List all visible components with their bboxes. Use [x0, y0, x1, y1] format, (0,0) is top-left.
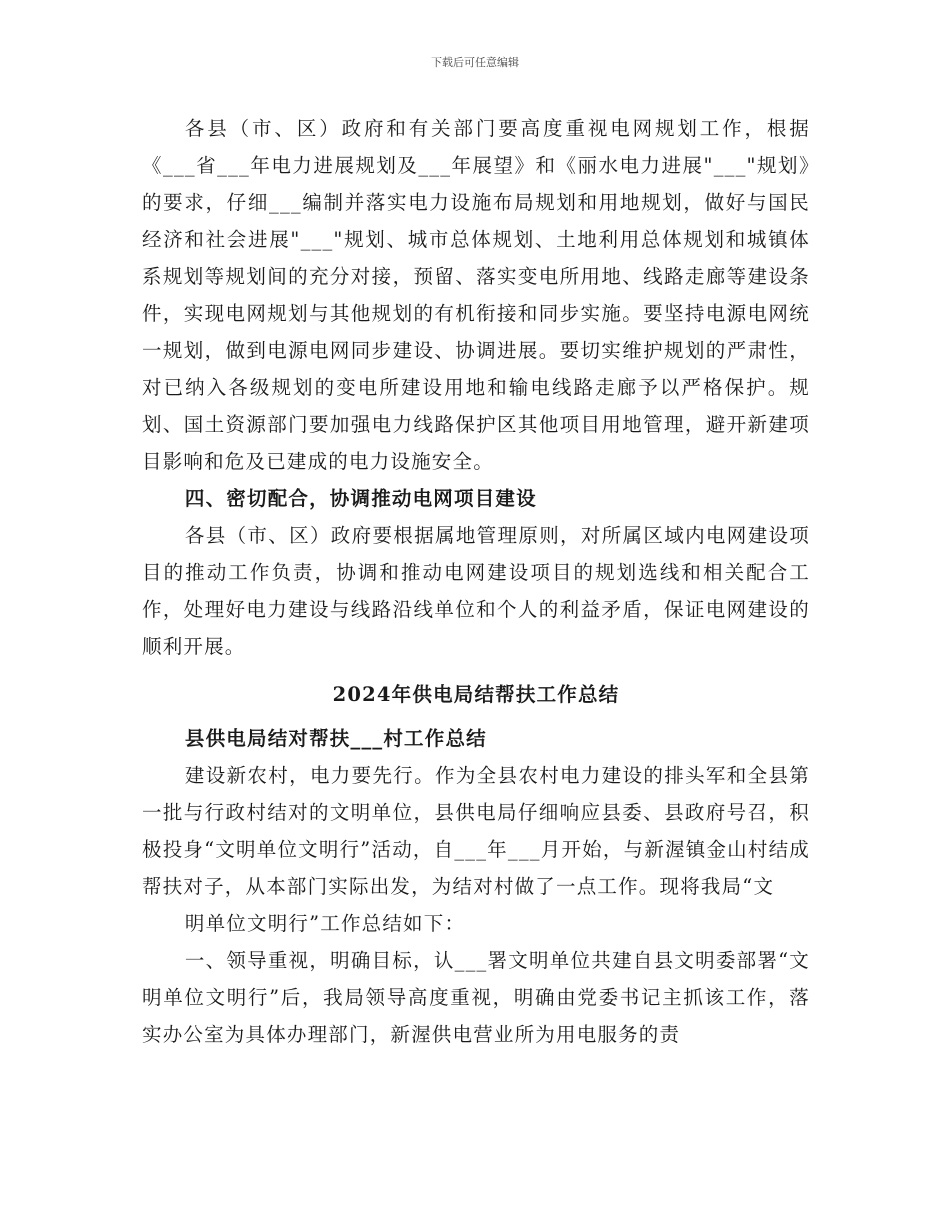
paragraph-coordination: 各县（市、区）政府要根据属地管理原则，对所属区域内电网建设项目的推动工作负责，协调和推动电网建设项目的规划选线和相关配合工作，处理好电力建设与线路沿线单位和个人的利益矛盾，保证电网建设的顺利开展。: [142, 524, 810, 658]
page-header: 下载后可任意编辑: [431, 56, 519, 69]
document-title: 2024年供电局结帮扶工作总结: [332, 683, 620, 706]
paragraph-summary-lead: 明单位文明行”工作总结如下：: [184, 912, 466, 935]
document-subtitle: 县供电局结对帮扶___村工作总结: [184, 727, 487, 750]
paragraph-leadership: 一、领导重视，明确目标，认___署文明单位共建自县文明委部署“文明单位文明行”后，我局领导高度重视，明确由党委书记主抓该工作，落实办公室为具体办理部门，新渥供电营业所为用电服务的责: [142, 949, 810, 1046]
paragraph-intro: 建设新农村，电力要先行。作为全县农村电力建设的排头军和全县第一批与行政村结对的文明单位，县供电局仔细响应县委、县政府号召，积极投身“文明单位文明行”活动，自___年___月开始，与新渥镇金山村结成帮扶对子，从本部门实际出发，为结对村做了一点工作。现将我局“文: [142, 764, 810, 898]
document-body: [142, 110, 810, 1053]
paragraph-planning: 各县（市、区）政府和有关部门要高度重视电网规划工作，根据《___省___年电力进展规划及___年展望》和《丽水电力进展"___"规划》的要求，仔细___编制并落实电力设施布局规划和用地规划，做好与国民经济和社会进展"___"规划、城市总体规划、土地利用总体规划和城镇体系规划等规划间的充分对接，预留、落实变电所用地、线路走廊等建设条件，实现电网规划与其他规划的有机衔接和同步实施。要坚持电源电网统一规划，做到电源电网同步建设、协调进展。要切实维护规划的严肃性，对已纳入各级规划的变电所建设用地和输电线路走廊予以严格保护。规划、国土资源部门要加强电力线路保护区其他项目用地管理，避开新建项目影响和危及已建成的电力设施安全。: [142, 117, 810, 473]
section-heading-4: 四、密切配合，协调推动电网项目建设: [184, 487, 537, 510]
